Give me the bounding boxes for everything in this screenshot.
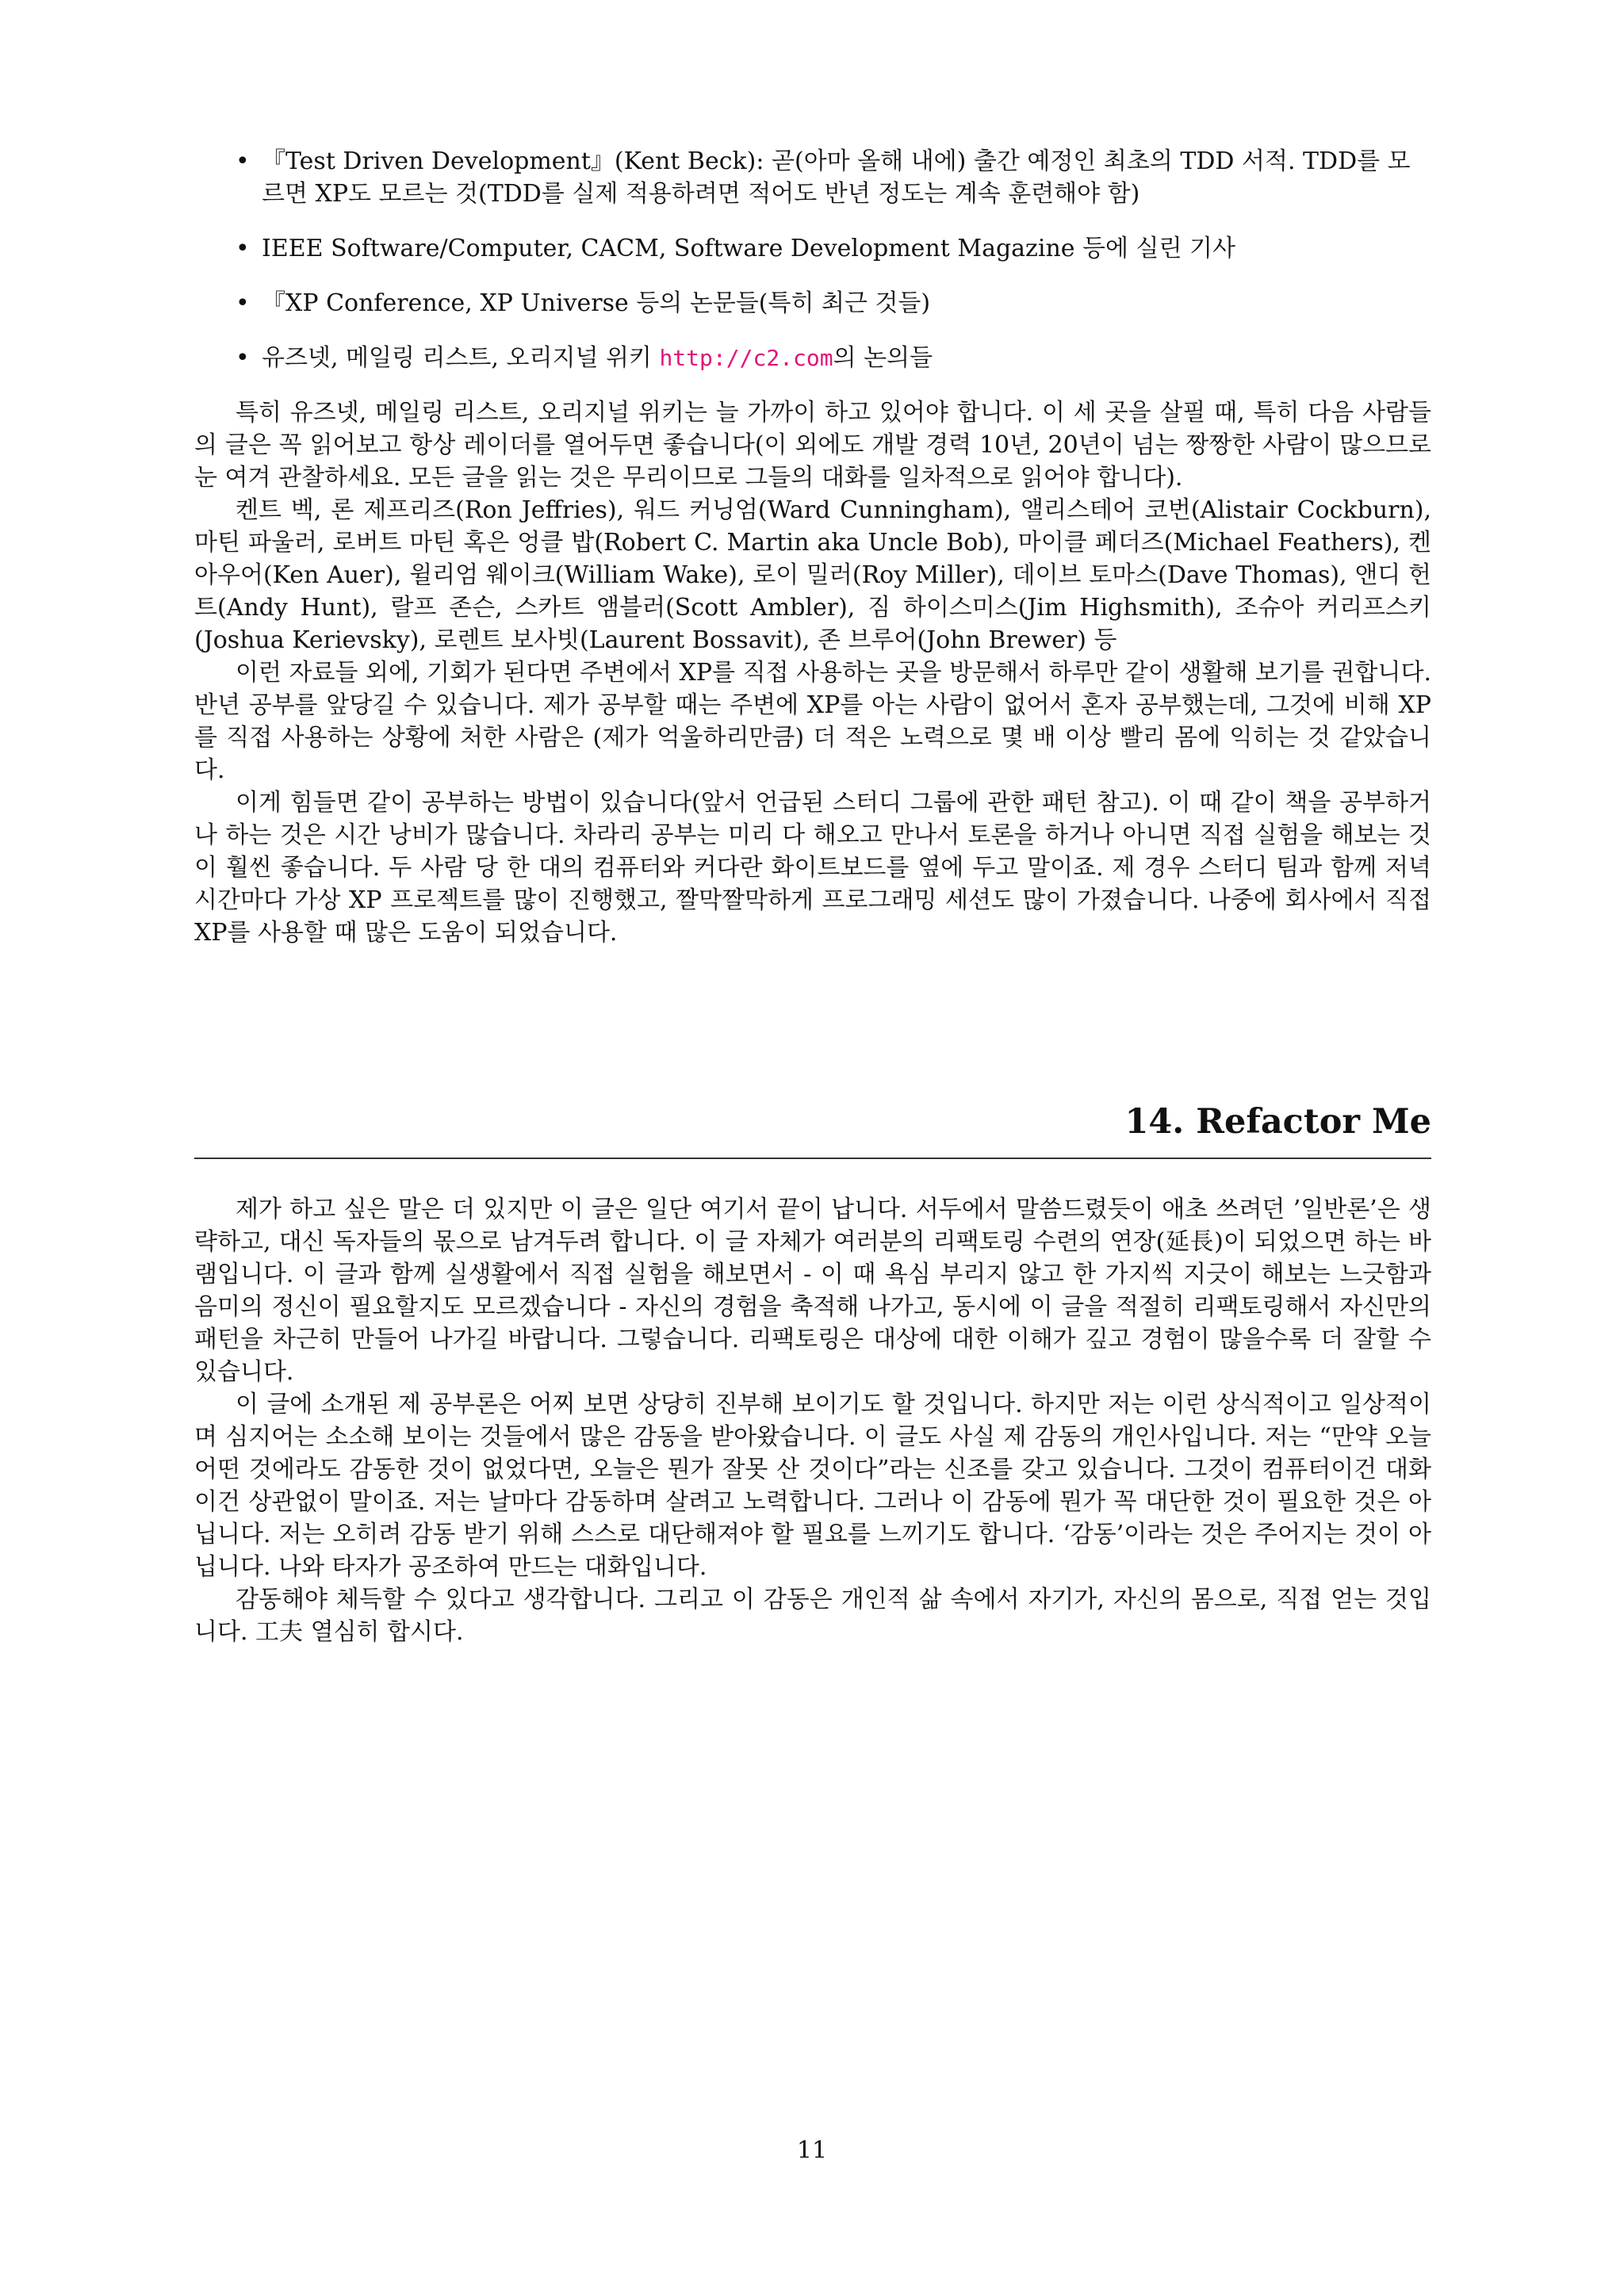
- reference-list: [194, 145, 1431, 374]
- body-paragraph: 켄트 벡, 론 제프리즈(Ron Jeffries), 워드 커닝엄(Ward Cunningham), 앨리스테어 코번(Alistair Cockburn), 마틴 파울러, 로버트 마틴 혹은 엉클 밥(Robert C. Martin aka Uncle Bob), 마이클 페더즈(Michael Feathers), 켄 아우어(Ken Auer), 윌리엄 웨이크(William Wake), 로이 밀러(Roy Miller), 데이브 토마스(Dave Thomas), 앤디 헌트(Andy Hunt), 랄프 존슨, 스카트 앰블러(Scott Ambler), 짐 하이스미스(Jim Highsmith), 조슈아 커리프스키(Joshua Kerievsky), 로렌트 보사빗(Laurent Bossavit), 존 브루어(John Brewer) 등: [194, 496, 1431, 654]
- bullet-icon: •: [236, 344, 250, 372]
- lower-text-block: [194, 1193, 1431, 1648]
- section-divider: [194, 1158, 1431, 1159]
- list-item: [194, 145, 1431, 210]
- list-item: [194, 342, 1431, 374]
- list-item: [194, 232, 1431, 265]
- body-paragraph: 감동해야 체득할 수 있다고 생각합니다. 그리고 이 감동은 개인적 삶 속에서 자기가, 자신의 몸으로, 직접 얻는 것입니다. 工夫 열심히 합시다.: [194, 1586, 1431, 1646]
- bullet-icon: •: [236, 147, 250, 175]
- c2-wiki-link[interactable]: http://c2.com: [659, 345, 833, 371]
- section-title: 14. Refactor Me: [1124, 1102, 1431, 1142]
- body-paragraph: 이런 자료들 외에, 기회가 된다면 주변에서 XP를 직접 사용하는 곳을 방문해서 하루만 같이 생활해 보기를 권합니다. 반년 공부를 앞당길 수 있습니다. 제가 공부할 때는 주변에 XP를 아는 사람이 없어서 혼자 공부했는데, 그것에 비해 XP를 직접 사용하는 상황에 처한 사람은 (제가 억울하리만큼) 더 적은 노력으로 몇 배 이상 빨리 몸에 익히는 것 같았습니다.: [194, 659, 1431, 784]
- list-item-text: 『Test Driven Development』(Kent Beck): 곧(아마 올해 내에) 출간 예정인 최초의 TDD 서적. TDD를 모르면 XP도 모르는 것(TDD를 실제 적용하려면 적어도 반년 정도는 계속 훈련해야 함): [262, 147, 1411, 208]
- body-paragraph: 제가 하고 싶은 말은 더 있지만 이 글은 일단 여기서 끝이 납니다. 서두에서 말씀드렸듯이 애초 쓰려던 ’일반론’은 생략하고, 대신 독자들의 몫으로 남겨두려 합니다. 이 글 자체가 여러분의 리팩토링 수련의 연장(延長)이 되었으면 하는 바램입니다. 이 글과 함께 실생활에서 직접 실험을 해보면서 - 이 때 욕심 부리지 않고 한 가지씩 지긋이 해보는 느긋함과 음미의 정신이 필요할지도 모르겠습니다 - 자신의 경험을 축적해 나가고, 동시에 이 글을 적절히 리팩토링해서 자신만의 패턴을 차근히 만들어 나가길 바랍니다. 그렇습니다. 리팩토링은 대상에 대한 이해가 깊고 경험이 많을수록 더 잘할 수 있습니다.: [194, 1196, 1431, 1386]
- list-item-text-suffix: 의 논의들: [833, 344, 933, 372]
- page-number: 11: [796, 2137, 828, 2164]
- upper-text-block: [194, 145, 1431, 949]
- list-item-text: IEEE Software/Computer, CACM, Software Development Magazine 등에 실린 기사: [262, 235, 1236, 262]
- bullet-icon: •: [236, 235, 250, 262]
- body-paragraph: 이 글에 소개된 제 공부론은 어찌 보면 상당히 진부해 보이기도 할 것입니다. 하지만 저는 이런 상식적이고 일상적이며 심지어는 소소해 보이는 것들에서 많은 감동을 받아왔습니다. 이 글도 사실 제 감동의 개인사입니다. 저는 “만약 오늘 어떤 것에라도 감동한 것이 없었다면, 오늘은 뭔가 잘못 산 것이다”라는 신조를 갖고 있습니다. 그것이 컴퓨터이건 대화이건 상관없이 말이죠. 저는 날마다 감동하며 살려고 노력합니다. 그러나 이 감동에 뭔가 꼭 대단한 것이 필요한 것은 아닙니다. 저는 오히려 감동 받기 위해 스스로 대단해져야 할 필요를 느끼기도 합니다. ‘감동’이라는 것은 주어지는 것이 아닙니다. 나와 타자가 공조하여 만드는 대화입니다.: [194, 1391, 1431, 1581]
- bullet-icon: •: [236, 289, 250, 317]
- list-item: [194, 287, 1431, 320]
- list-item-text: 유즈넷, 메일링 리스트, 오리지널 위키: [262, 344, 660, 372]
- list-item-text: 『XP Conference, XP Universe 등의 논문들(특히 최근 것들): [262, 289, 931, 317]
- body-paragraph: 특히 유즈넷, 메일링 리스트, 오리지널 위키는 늘 가까이 하고 있어야 합니다. 이 세 곳을 살필 때, 특히 다음 사람들의 글은 꼭 읽어보고 항상 레이더를 열어두면 좋습니다(이 외에도 개발 경력 10년, 20년이 넘는 짱짱한 사람이 많으므로 눈 여겨 관찰하세요. 모든 글을 읽는 것은 무리이므로 그들의 대화를 일차적으로 읽어야 합니다).: [194, 399, 1431, 492]
- body-paragraph: 이게 힘들면 같이 공부하는 방법이 있습니다(앞서 언급된 스터디 그룹에 관한 패턴 참고). 이 때 같이 책을 공부하거나 하는 것은 시간 낭비가 많습니다. 차라리 공부는 미리 다 해오고 만나서 토론을 하거나 아니면 직접 실험을 해보는 것이 훨씬 좋습니다. 두 사람 당 한 대의 컴퓨터와 커다란 화이트보드를 옆에 두고 말이죠. 제 경우 스터디 팀과 함께 저녁 시간마다 가상 XP 프로젝트를 많이 진행했고, 짤막짤막하게 프로그래밍 세션도 많이 가졌습니다. 나중에 회사에서 직접 XP를 사용할 때 많은 도움이 되었습니다.: [194, 789, 1431, 947]
